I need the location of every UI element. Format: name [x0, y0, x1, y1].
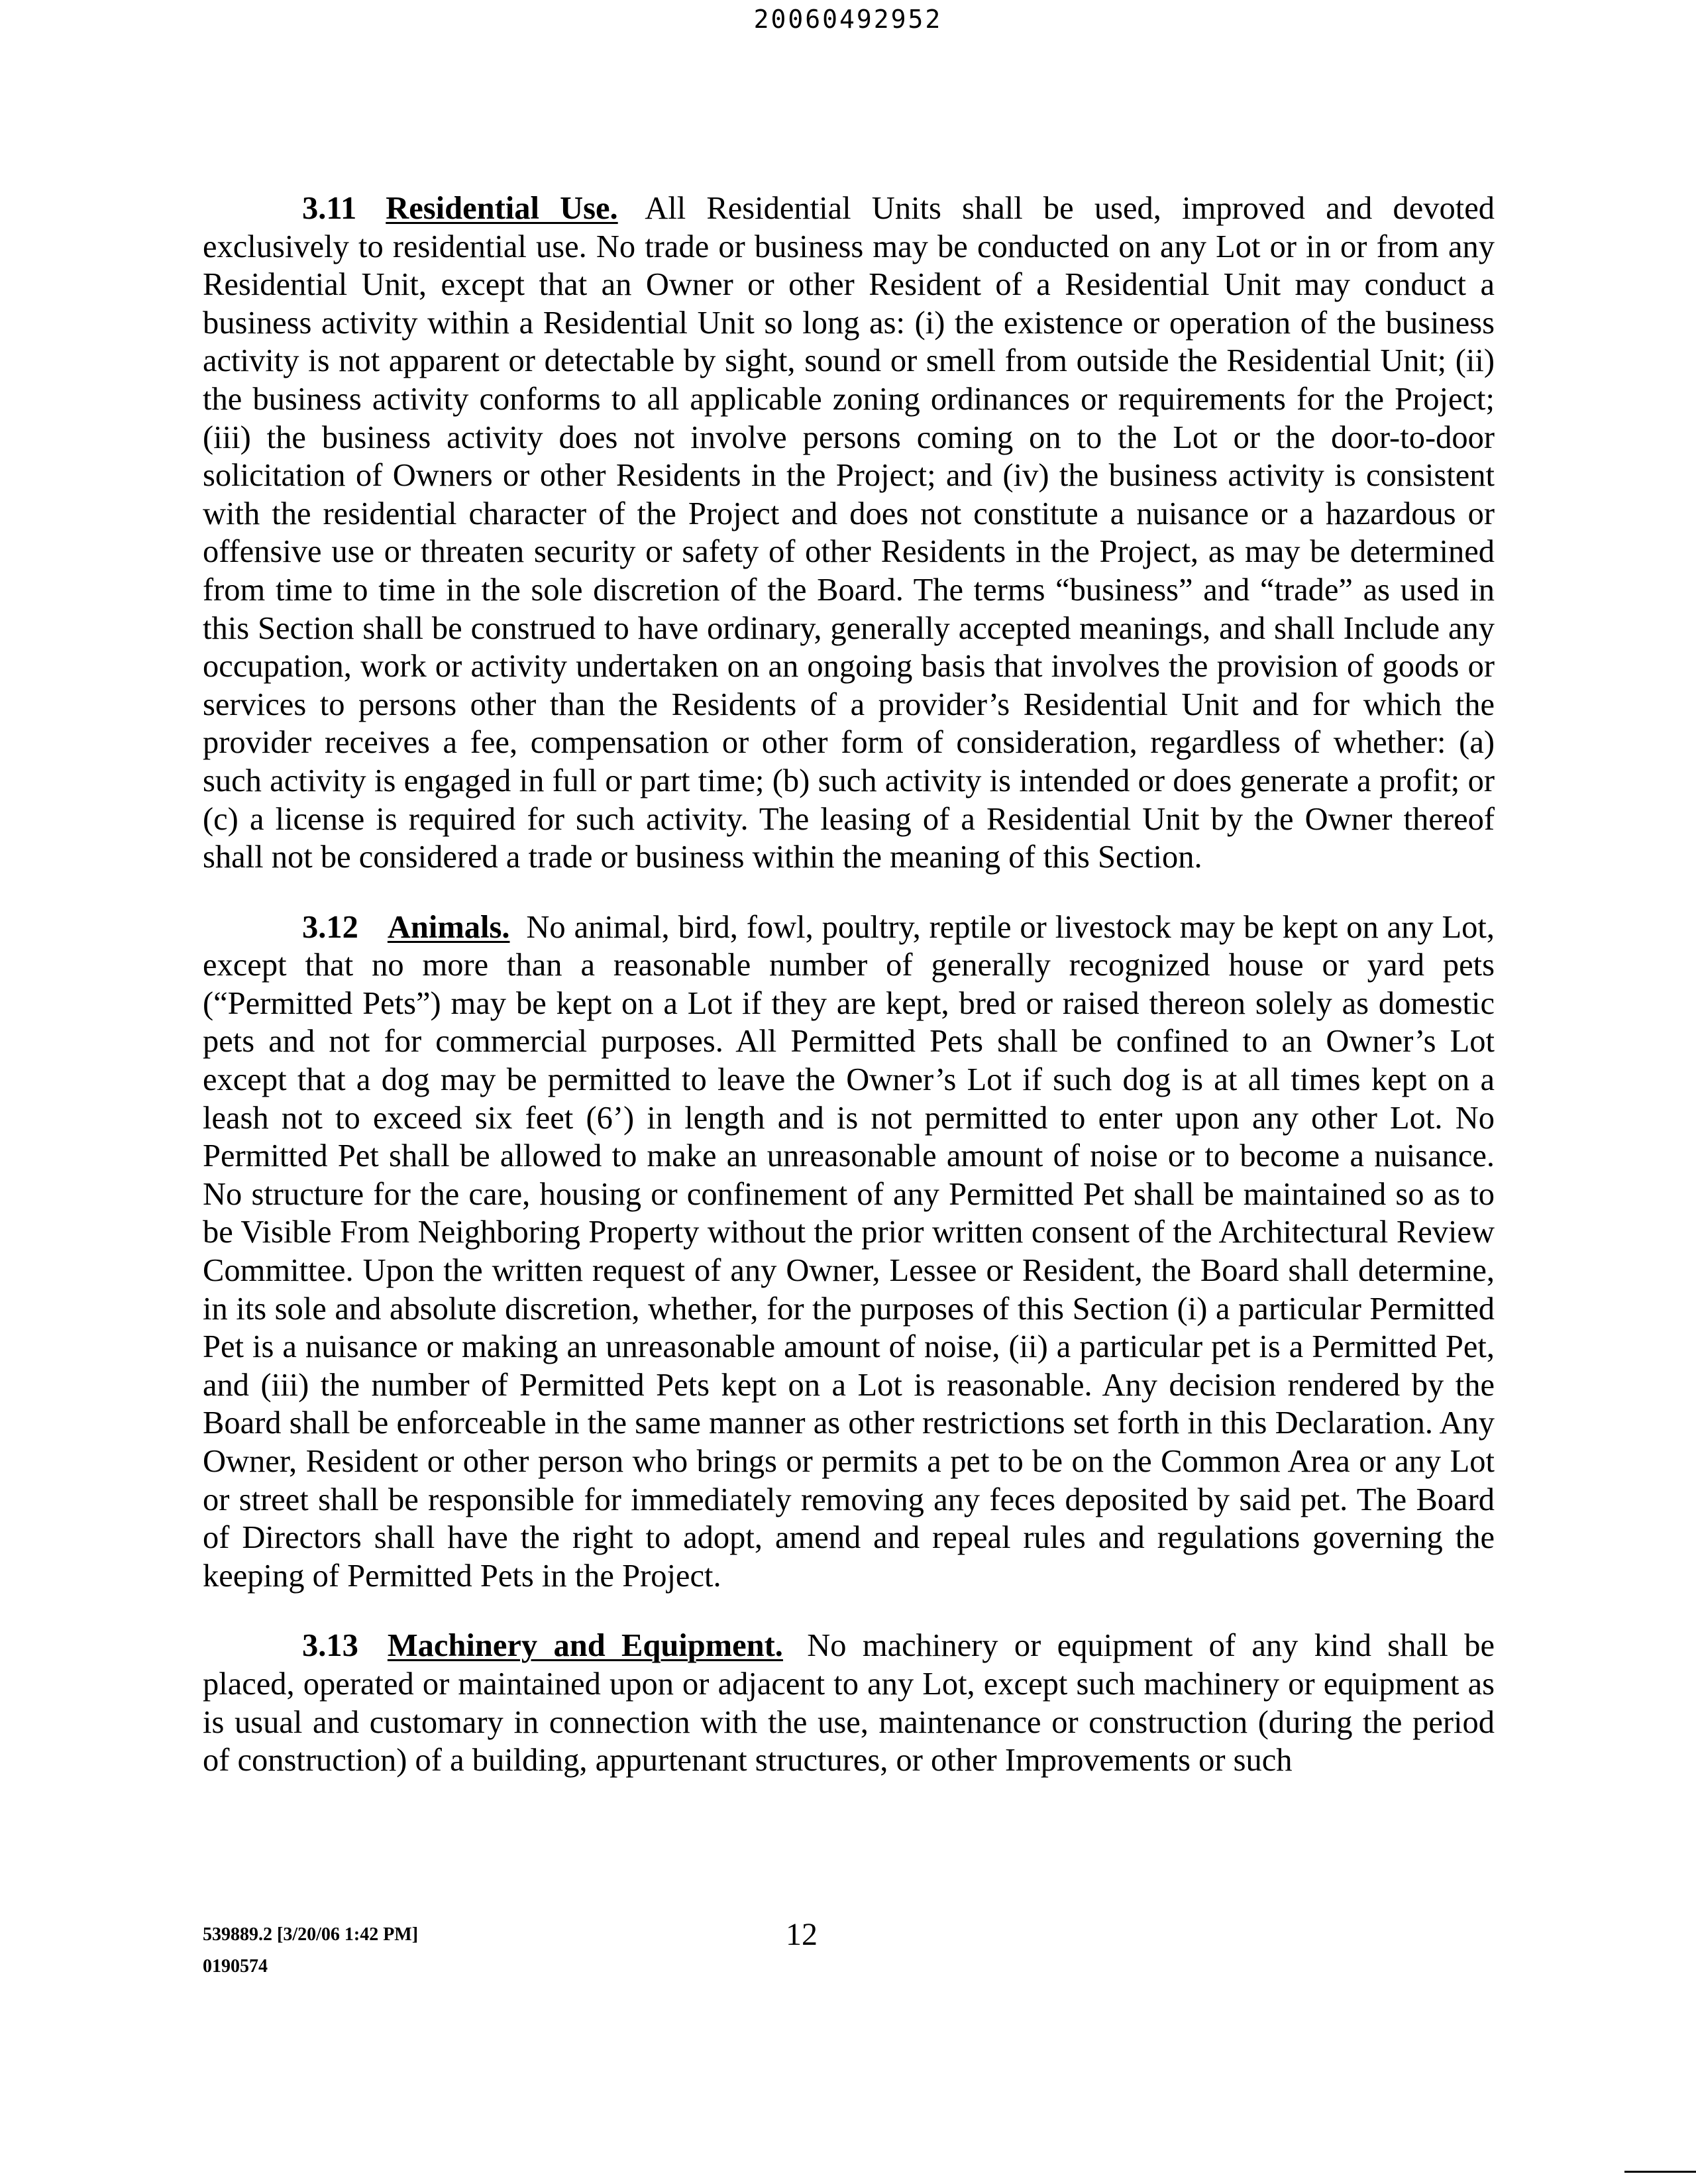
- section-paragraph: [203, 1627, 1495, 1779]
- section-3-11: [203, 190, 1495, 877]
- section-text: No machinery or equipment of any kind shall be placed, operated or maintained upon or adjacent to any Lot, except such machinery or equipment as is usual and customary in connection with the use, maintenance or construction (during the period of construction) of a building, appurtenant structures, or other Improvements or such: [203, 1628, 1495, 1778]
- corner-rule: [1624, 2171, 1696, 2173]
- section-3-12: [203, 908, 1495, 1596]
- section-text: All Residential Units shall be used, improved and devoted exclusively to residential use. No trade or business may be conducted on any Lot or in or from any Residential Unit, except that an Owner or other Resident of a Residential Unit may conduct a business activity within a Residential Unit so long as: (i) the existence or operation of the business activity is not apparent or detectable by sight, sound or smell from outside the Residential Unit; (ii) the business activity conforms to all applicable zoning ordinances or requirements for the Project; (iii) the business activity does not involve persons coming on to the Lot or the door-to-door solicitation of Owners or other Residents in the Project; and (iv) the business activity is consistent with the residential character of the Project and does not constitute a nuisance or a hazardous or offensive use or threaten security or safety of other Residents in the Project, as may be determined from time to time in the sole discretion of the Board. The terms “business” and “trade” as used in this Section shall be construed to have ordinary, generally accepted meanings, and shall Include any occupation, work or activity undertaken on an ongoing basis that involves the provision of goods or services to persons other than the Residents of a provider’s Residential Unit and for which the provider receives a fee, compensation or other form of consideration, regardless of whether: (a) such activity is engaged in full or part time; (b) such activity is intended or does generate a profit; or (c) a license is required for such activity. The leasing of a Residential Unit by the Owner thereof shall not be considered a trade or business within the meaning of this Section.: [203, 191, 1495, 875]
- section-text: No animal, bird, fowl, poultry, reptile or livestock may be kept on any Lot, except that no more than a reasonable number of generally recognized house or yard pets (“Permitted Pets”) may be kept on a Lot if they are kept, bred or raised thereon solely as domestic pets and not for commercial purposes. All Permitted Pets shall be confined to an Owner’s Lot except that a dog may be permitted to leave the Owner’s Lot if such dog is at all times kept on a leash not to exceed six feet (6’) in length and is not permitted to enter upon any other Lot. No Permitted Pet shall be allowed to make an unreasonable amount of noise or to become a nuisance. No structure for the care, housing or confinement of any Permitted Pet shall be maintained so as to be Visible From Neighboring Property without the prior written consent of the Architectural Review Committee. Upon the written request of any Owner, Lessee or Resident, the Board shall determine, in its sole and absolute discretion, whether, for the purposes of this Section (i) a particular Permitted Pet is a nuisance or making an unreasonable amount of noise, (ii) a particular pet is a Permitted Pet, and (iii) the number of Permitted Pets kept on a Lot is reasonable. Any decision rendered by the Board shall be enforceable in the same manner as other restrictions set forth in this Declaration. Any Owner, Resident or other person who brings or permits a pet to be on the Common Area or any Lot or street shall be responsible for immediately removing any feces deposited by said pet. The Board of Directors shall have the right to adopt, amend and repeal rules and regulations governing the keeping of Permitted Pets in the Project.: [203, 909, 1495, 1594]
- footer-file-number: 0190574: [203, 1956, 268, 1977]
- document-number: 20060492952: [753, 5, 943, 34]
- section-3-13: [203, 1627, 1495, 1779]
- section-paragraph: [203, 190, 1495, 877]
- section-heading: Residential Use.: [386, 191, 618, 226]
- section-number: 3.12: [302, 909, 358, 945]
- footer-doc-ref: 539889.2 [3/20/06 1:42 PM]: [203, 1924, 419, 1945]
- section-heading: Animals.: [387, 909, 510, 945]
- page-number: 12: [786, 1917, 818, 1952]
- footer-reference: [203, 1919, 418, 1983]
- section-number: 3.13: [302, 1628, 358, 1664]
- section-paragraph: [203, 908, 1495, 1596]
- document-body: [203, 190, 1495, 1812]
- section-heading: Machinery and Equipment.: [387, 1628, 783, 1664]
- section-number: 3.11: [302, 191, 357, 226]
